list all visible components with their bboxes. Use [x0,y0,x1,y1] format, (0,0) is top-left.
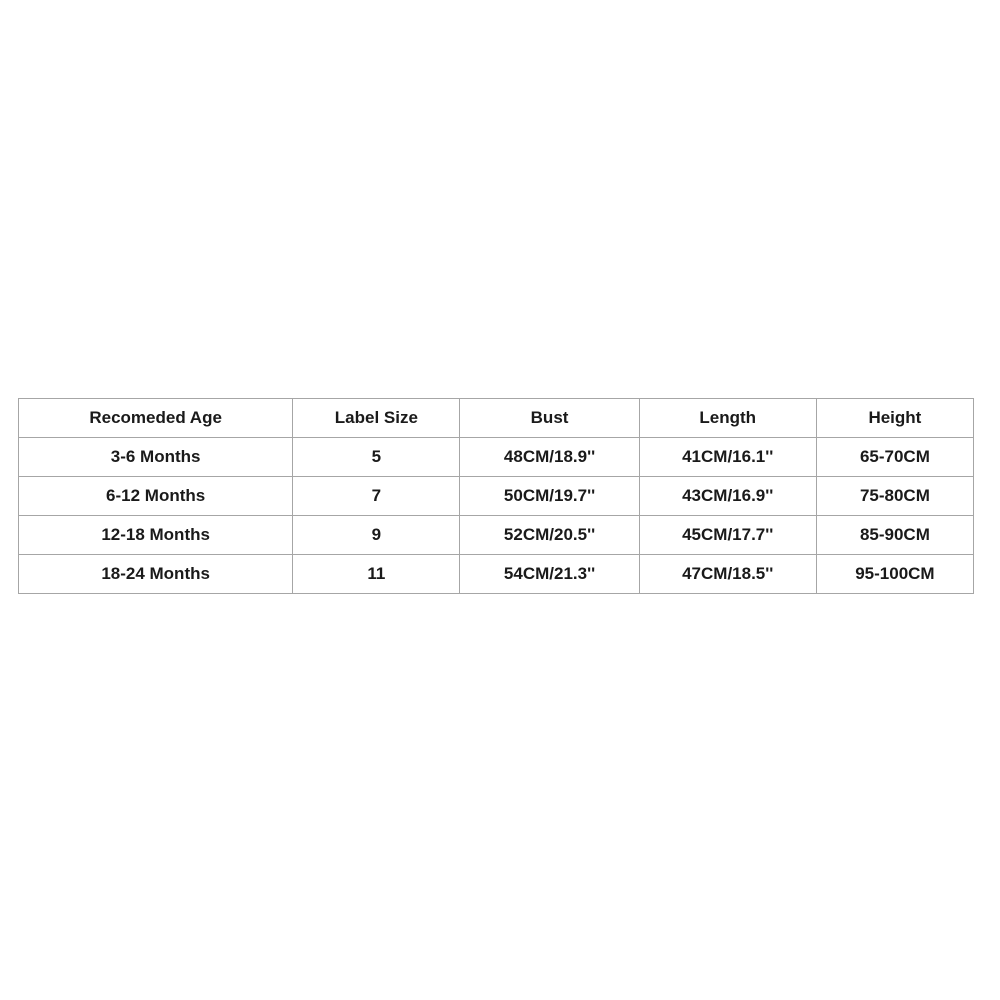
cell-length: 43CM/16.9'' [639,477,816,516]
cell-height: 85-90CM [816,516,973,555]
cell-age: 12-18 Months [19,516,293,555]
size-chart-table [18,398,974,594]
cell-label-size: 11 [293,555,460,594]
header-recommended-age: Recomeded Age [19,399,293,438]
table-row [19,516,974,555]
cell-age: 18-24 Months [19,555,293,594]
cell-label-size: 5 [293,438,460,477]
header-height: Height [816,399,973,438]
cell-age: 6-12 Months [19,477,293,516]
cell-length: 47CM/18.5'' [639,555,816,594]
cell-height: 75-80CM [816,477,973,516]
header-label-size: Label Size [293,399,460,438]
header-bust: Bust [460,399,639,438]
table-row [19,555,974,594]
cell-bust: 52CM/20.5'' [460,516,639,555]
table-row [19,438,974,477]
header-length: Length [639,399,816,438]
cell-bust: 48CM/18.9'' [460,438,639,477]
cell-length: 41CM/16.1'' [639,438,816,477]
cell-height: 95-100CM [816,555,973,594]
cell-length: 45CM/17.7'' [639,516,816,555]
cell-label-size: 7 [293,477,460,516]
cell-label-size: 9 [293,516,460,555]
cell-bust: 54CM/21.3'' [460,555,639,594]
table-row [19,477,974,516]
cell-bust: 50CM/19.7'' [460,477,639,516]
cell-age: 3-6 Months [19,438,293,477]
cell-height: 65-70CM [816,438,973,477]
table-header-row [19,399,974,438]
